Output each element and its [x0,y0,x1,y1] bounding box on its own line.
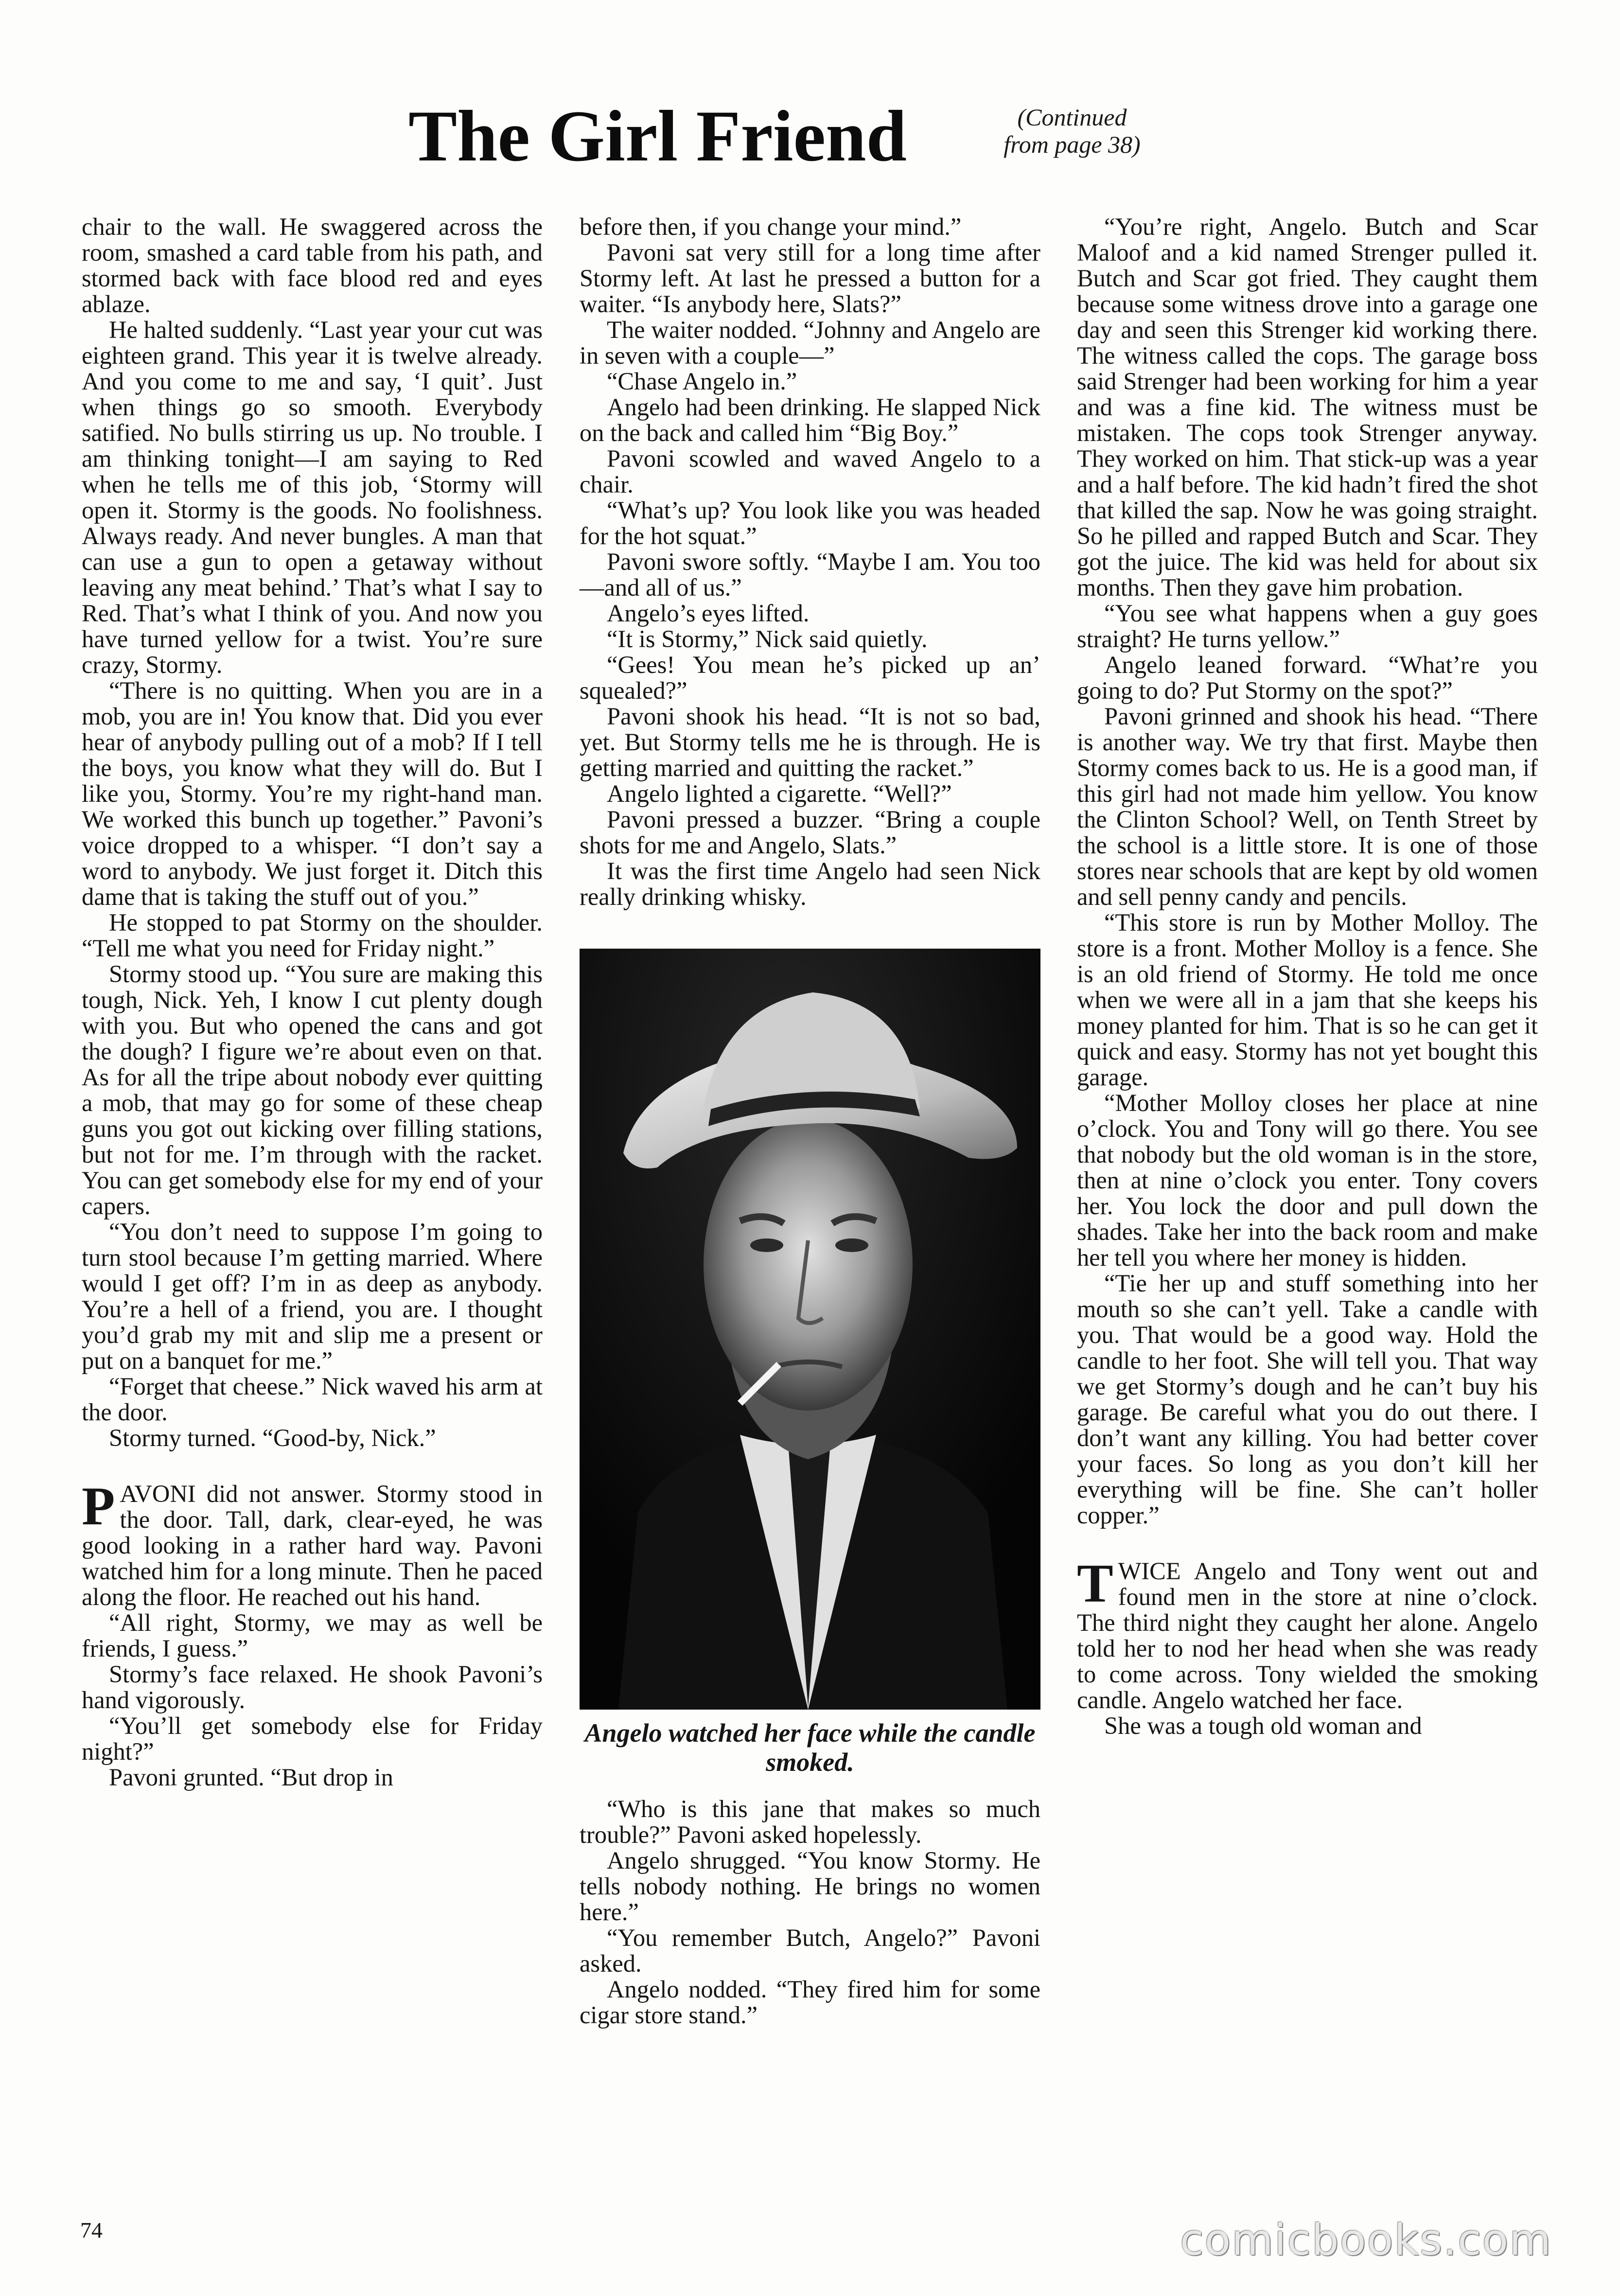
paragraph [82,1765,543,1790]
illustration-photo [580,949,1040,1710]
paragraph-text: “Who is this jane that makes so much trouble?” Pavoni asked hopelessly. [580,1795,1040,1848]
paragraph-text: Angelo leaned forward. “What’re you going to do? Put Stormy on the spot?” [1077,651,1538,704]
paragraph [82,910,543,961]
paragraph [580,369,1040,394]
paragraph-text: Pavoni grunted. “But drop in [109,1764,393,1791]
paragraph [82,214,543,317]
paragraph-text: He halted suddenly. “Last year your cut was eighteen grand. This year it is twelve already. And you come to me and say, ‘I quit’. Just when things go so smooth. Everybody satified. No bulls stirring us up. No trouble. I am thinking tonight—I am saying to Red when he tells me of this job, ‘Stormy will open it. Stormy is the goods. No foolishness. Always ready. And never bungles. A man that can use a gun to open a getaway without leaving any meat behind.’ That’s what I say to Red. That’s what I think of you. And now you have turned yellow for a twist. You’re sure crazy, Stormy. [82,316,543,678]
paragraph [580,497,1040,549]
paragraph-text: “You remember Butch, Angelo?” Pavoni asked. [580,1924,1040,1977]
paragraph [580,781,1040,807]
paragraph-text: before then, if you change your mind.” [580,213,962,240]
paragraph [1077,1554,1538,1713]
paragraph [580,1977,1040,2028]
paragraph [580,394,1040,446]
paragraph-text: “It is Stormy,” Nick said quietly. [607,625,928,653]
paragraph [1077,704,1538,910]
paragraph [580,704,1040,781]
paragraph [580,858,1040,910]
paragraph-text: “Chase Angelo in.” [607,368,797,395]
paragraph [1077,214,1538,600]
paragraph-text: Pavoni shook his head. “It is not so bad, yet. But Stormy tells me he is through. He is getting married and quitting the racket.” [580,703,1040,781]
continued-note: (Continued from page 38) [1004,104,1141,158]
paragraph-text: Pavoni swore softly. “Maybe I am. You too—and all of us.” [580,548,1040,601]
paragraph-text: Angelo had been drinking. He slapped Nick on the back and called him “Big Boy.” [580,393,1040,446]
paragraph [1077,1271,1538,1528]
paragraph-text: “You’re right, Angelo. Butch and Scar Maloof and a kid named Strenger pulled it. Butch and Scar got fried. They caught them because some witness drove into a garage one day and seen this Strenger kid working there. The witness called the cops. The garage boss said Strenger had been working for him a year and was a fine kid. The witness must be mistaken. The cops took Strenger anyway. They worked on him. That stick-up was a year and a half before. The kid hadn’t fired the shot that killed the sap. Now he was going straight. So he pilled and rapped Butch and Scar. They got the juice. The kid was held for about six months. Then they gave him probation. [1077,213,1538,601]
paragraph [82,1219,543,1374]
paragraph [82,317,543,678]
text-column-2 [580,214,1040,2028]
paragraph [580,446,1040,497]
photo-caption: Angelo watched her face while the candle smoked. [584,1718,1036,1777]
paragraph-text: Pavoni sat very still for a long time after Stormy left. At last he pressed a button for a waiter. “Is anybody here, Slats?” [580,239,1040,318]
paragraph [580,600,1040,626]
paragraph-text: AVONI did not answer. Stormy stood in the door. Tall, dark, clear-eyed, he was good looking in a rather hard way. Pavoni watched him for a long minute. Then he paced along the floor. He reached out his hand. [82,1480,543,1610]
paragraph-text: The waiter nodded. “Johnny and Angelo are in seven with a couple—” [580,316,1040,369]
paragraph-text: Stormy stood up. “You sure are making this tough, Nick. Yeh, I know I cut plenty dough with you. But who opened the cans and got the dough? I figure we’re about even on that. As for all the tripe about nobody ever quitting a mob, that may go for some of these cheap guns you got out kicking over filling stations, but not for me. I’m through with the racket. You can get somebody else for my end of your capers. [82,960,543,1219]
watermark: comicbooks.com [1180,2215,1552,2265]
paragraph-text: He stopped to pat Stormy on the shoulder. “Tell me what you need for Friday night.” [82,909,543,962]
paragraph [82,1425,543,1451]
paragraph-text: “Forget that cheese.” Nick waved his arm at the door. [82,1373,543,1426]
paragraph-text: “You see what happens when a guy goes straight? He turns yellow.” [1077,600,1538,653]
page-number: 74 [80,2218,103,2243]
paragraph [580,1848,1040,1925]
paragraph [580,1925,1040,1977]
paragraph [82,1476,543,1610]
paragraph [580,240,1040,317]
paragraph [82,1374,543,1425]
paragraph-text: Angelo lighted a cigarette. “Well?” [607,780,952,807]
paragraph [82,678,543,910]
paragraph-text: “There is no quitting. When you are in a mob, you are in! You know that. Did you ever hear of anybody pulling out of a mob? If I tell the boys, you know what they will do. But I like you, Stormy. You’re my right-hand man. We worked this bunch up together.” Pavoni’s voice dropped to a whisper. “I don’t say a word to anybody. We just forget it. Ditch this dame that is taking the stuff out of you.” [82,677,543,910]
paragraph [580,317,1040,369]
paragraph-text: “Tie her up and stuff something into her mouth so she can’t yell. Take a candle with you. That would be a good way. Hold the candle to her foot. She will tell you. That way we get Stormy’s dough and he can’t buy his garage. Be careful what you do out there. I don’t want any killing. You had better cover your faces. So long as you don’t kill her everything will be fine. She can’t holler copper.” [1077,1270,1538,1529]
paragraph [1077,1090,1538,1271]
paragraph [82,1661,543,1713]
paragraph [580,549,1040,600]
paragraph-text: WICE Angelo and Tony went out and found men in the store at nine o’clock. The third night they caught her alone. Angelo told her to nod her head when she was ready to come across. Tony wielded the smoking candle. Angelo watched her face. [1077,1557,1538,1713]
drop-cap: T [1077,1554,1113,1614]
paragraph [1077,910,1538,1090]
paragraph-text: Angelo nodded. “They fired him for some cigar store stand.” [580,1976,1040,2029]
paragraph [1077,652,1538,704]
paragraph-text: She was a tough old woman and [1104,1712,1422,1739]
paragraph-text: Pavoni grinned and shook his head. “There is another way. We try that first. Maybe then Stormy comes back to us. He is a good man, if this girl had not made him yellow. You know the Clinton School? Well, on Tenth Street by the school is a little store. It is one of those stores near schools that are kept by old women and sell penny candy and pencils. [1077,703,1538,910]
story-title: The Girl Friend [408,96,907,177]
paragraph-text: “What’s up? You look like you was headed for the hot squat.” [580,496,1040,549]
paragraph-text: “All right, Stormy, we may as well be friends, I guess.” [82,1609,543,1662]
paragraph-text: Angelo shrugged. “You know Stormy. He tells nobody nothing. He brings no women here.” [580,1847,1040,1925]
story-header [408,95,1235,177]
paragraph-text: Stormy’s face relaxed. He shook Pavoni’s hand vigorously. [82,1660,543,1713]
paragraph [82,1610,543,1661]
paragraph [580,626,1040,652]
paragraph [1077,1713,1538,1739]
paragraph [82,961,543,1219]
paragraph-text: It was the first time Angelo had seen Nick really drinking whisky. [580,857,1040,910]
text-column-1 [82,214,543,1790]
paragraph [580,652,1040,704]
paragraph-text: chair to the wall. He swaggered across the room, smashed a card table from his path, and stormed back with face blood red and eyes ablaze. [82,213,543,318]
paragraph-text: “This store is run by Mother Molloy. The store is a front. Mother Molloy is a fence. She is an old friend of Stormy. He told me once when we were all in a jam that she keeps his money planted for him. That is so he can get it quick and easy. Stormy has not yet bought this garage. [1077,909,1538,1091]
text-column-3 [1077,214,1538,1739]
paragraph-text: Pavoni scowled and waved Angelo to a chair. [580,445,1040,498]
paragraph [580,807,1040,858]
paragraph-text: Stormy turned. “Good-by, Nick.” [109,1424,436,1451]
paragraph-text: “You’ll get somebody else for Friday night?” [82,1712,543,1765]
drop-cap: P [82,1476,115,1537]
paragraph [1077,600,1538,652]
paragraph-text: Pavoni pressed a buzzer. “Bring a couple shots for me and Angelo, Slats.” [580,806,1040,859]
paragraph [82,1713,543,1765]
paragraph-text: “Mother Molloy closes her place at nine o’clock. You and Tony will go there. You see that nobody but the old woman is in the store, then at nine o’clock you enter. Tony covers her. You lock the door and pull down the shades. Take her into the back room and make her tell you where her money is hidden. [1077,1089,1538,1271]
paragraph-text: “You don’t need to suppose I’m going to turn stool because I’m getting married. Where would I get off? I’m in as deep as anybody. You’re a hell of a friend, you are. I thought you’d grab my mit and slip me a present or put on a banquet for me.” [82,1218,543,1374]
paragraph [580,214,1040,240]
paragraph-text: Angelo’s eyes lifted. [607,600,810,627]
paragraph-text: “Gees! You mean he’s picked up an’ squealed?” [580,651,1040,704]
paragraph [580,1796,1040,1848]
